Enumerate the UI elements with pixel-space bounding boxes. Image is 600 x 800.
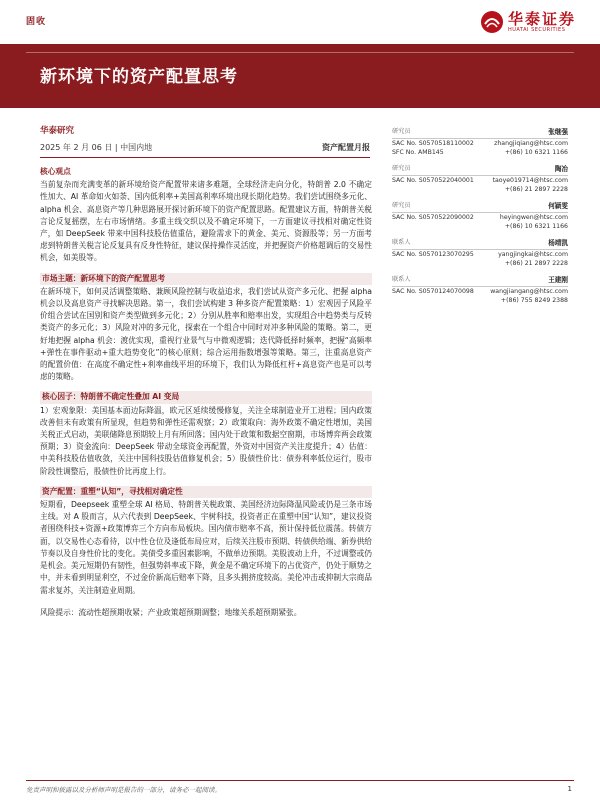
analyst-license: SAC No. S0570123070295 [392,251,474,258]
core-factor-paragraph: 1）宏观象限：美国基本面边际降温，欧元区延续缓慢修复，关注全球制造业开工进程；国内政策改善但未有政策有所显现，但趋势和弹性还需观察；2）政策取向：海外政策不确定性增加，美国关税正式启动，美联储降息预期较上月有所回落；国内处于政策和数据空窗期，市场博弈两会政策预期；3）资金流向：DeepSeek 带动全球资金再配置，外资对中国资产关注度提升；4）估值：中美科技股估值收敛，关注中国科技股估值修复机会；5）股债性价比：债券利率低位运行，股市阶段性调整后，股债性价比再度上行。 [40,405,372,476]
huatai-logo-icon [480,10,504,34]
page-title: 新环境下的资产配置思考 [40,67,238,87]
asset-allocation-heading: 资产配置：重塑“认知”，寻找相对确定性 [40,486,372,498]
analyst-license: SAC No. S0570518110002 [392,140,474,147]
analyst-block [392,200,568,231]
analyst-phone: +(86) 755 8249 2388 [500,297,568,304]
analyst-email[interactable]: zhangjiqiang@htsc.com [494,140,568,147]
disclaimer-text: 免责声明和披露以及分析师声明是报告的一部分，请务必一起阅读。 [26,786,221,794]
analyst-block [392,126,568,157]
report-date: 2025 年 2 月 06 日 | 中国内地 [40,143,153,152]
page-footer [0,780,600,800]
logo-chinese-name: 华泰证券 [507,10,576,28]
date-row [40,142,370,158]
report-meta [40,124,370,158]
analyst-name: 何颖雯 [548,202,568,210]
analyst-phone: +(86) 21 2897 2228 [504,186,568,193]
analyst-phone: +(86) 21 2897 2228 [504,260,568,267]
analyst-name: 杨靖凯 [548,239,568,247]
analyst-role: 研究员 [392,202,411,209]
analyst-email[interactable]: wangjiangang@htsc.com [490,288,568,295]
analyst-sidebar [392,126,568,311]
analyst-role: 研究员 [392,165,411,172]
market-theme-heading: 市场主题：新环境下的资产配置思考 [40,273,372,285]
market-theme-paragraph: 在新环境下，如何灵活调整策略、兼顾风险控制与收益追求，我们尝试从资产多元化、把握 alpha 机会以及高息资产寻找解决思路。第一，我们尝试构建 3 种多资产配置策略：1）宏观因子风险平价组合尝试在国别和资产类型做到多元化；2）分别从胜率和赔率出发，实现组合中趋势类与反转类资产的多元化；3）风险对冲的多元化，探索在一个组合中同时对冲多种风险的策略。第二，更好地把握 alpha 机会：渡优实现，重视行业景气与中微观逻辑；迭代降低择时频率，把握“高频率+弹性在事件驱动+重大趋势变化”的核心原则；综合运用指数增强等策略。第三，注重高息资产的配置价值：在高度不确定性+利率曲线平坦的环境下，我们认为降低杠杆+高息资产也是可以考虑的策略。 [40,286,372,382]
footer-divider [26,780,574,781]
analyst-role: 联系人 [392,239,411,246]
analyst-role: 联系人 [392,276,411,283]
core-view-heading: 核心观点 [40,167,71,176]
top-bar [0,0,600,40]
logo-english-name: HUATAI SECURITIES [507,27,566,33]
analyst-license: SAC No. S0570522090002 [392,214,474,221]
page-number: 1 [567,785,572,793]
core-view-paragraph: 当前复杂而充满变革的新环境给资产配置带来诸多难题，全球经济走向分化，特朗普 2.0 不确定性加大、AI 革命如火如荼、国内低利率+美国高利率环境出现长期化趋势。我们尝试围绕多元化、alpha 机会、高息资产等几种思路展开探讨新环境下的资产配置思路。配置建议方面，特朗普关税言论反复摇摆，左右市场情绪。多重主线交织以及不确定环境下，一方面建议寻找相对确定性资产，如 DeepSeek 带来中国科技股估值重估，避险需求下的黄金、美元、资源股等；另一方面考虑到特朗普关税言论反复具有反身性特征，建议保持操作灵活度，并把握资产价格超调后的交易性机会，如美股等。 [40,180,372,263]
research-org: 华泰研究 [40,126,75,136]
analyst-name: 张继强 [548,128,568,136]
brand-logo [480,10,576,34]
analyst-phone: +(86) 10 6321 1166 [504,223,568,230]
report-type: 资产配置月报 [322,143,370,152]
analyst-block [392,237,568,268]
analyst-name: 王建刚 [548,276,568,284]
analyst-license: SFC No. AMB145 [392,149,444,156]
title-divider [26,52,574,53]
analyst-phone: +(86) 10 6321 1166 [504,149,568,156]
main-content [40,162,372,619]
risk-warning: 风险提示：流动性超预期收紧；产业政策超预期调整；地缘关系超预期紧张。 [40,607,302,617]
analyst-name: 陶冶 [554,165,568,173]
analyst-role: 研究员 [392,128,411,135]
asset-allocation-paragraph: 短期看，Deepseek 重塑全球 AI 格局、特朗普关税政策、美国经济边际降温风险或仍是三条市场主线。对 A 股而言，从六代表到 DeepSeek、宇树科技，投资者正在重塑中国“认知”，建议投资者围绕科技+资源+政策博弈三个方向布局板块。国内债市赔率不高，预计保持低位震荡。转债方面，以交易性心态看待，以中性仓位及逢低布局应对，后续关注股市预期、转债供给端、新券供给节奏以及自身性价比的变化。美债受多重因素影响，不做单边预期。美股波动上升，不过调整或仍是机会。美元短期仍有韧性，但强势斜率或下降，黄金是不确定环境下的占优资产，仍处于顺势之中，并未看到明显利空，不过金价新高后赔率下降，且多头拥挤度较高。美伦冲击或抑制大宗商品需求复苏，关注制造业周期。 [40,500,372,595]
analyst-email[interactable]: heyingwen@htsc.com [499,214,568,221]
title-band [0,44,600,108]
analyst-email[interactable]: yangjingkai@htsc.com [498,251,568,258]
analyst-license: SAC No. S0570522040001 [392,177,474,184]
analyst-block [392,163,568,194]
section-tag: 固收 [26,17,47,27]
analyst-block [392,274,568,305]
analyst-license: SAC No. S0570124070098 [392,288,474,295]
analyst-email[interactable]: taoye019714@htsc.com [492,177,568,184]
core-factor-heading: 核心因子：特朗普不确定性叠加 AI 变局 [40,391,372,403]
